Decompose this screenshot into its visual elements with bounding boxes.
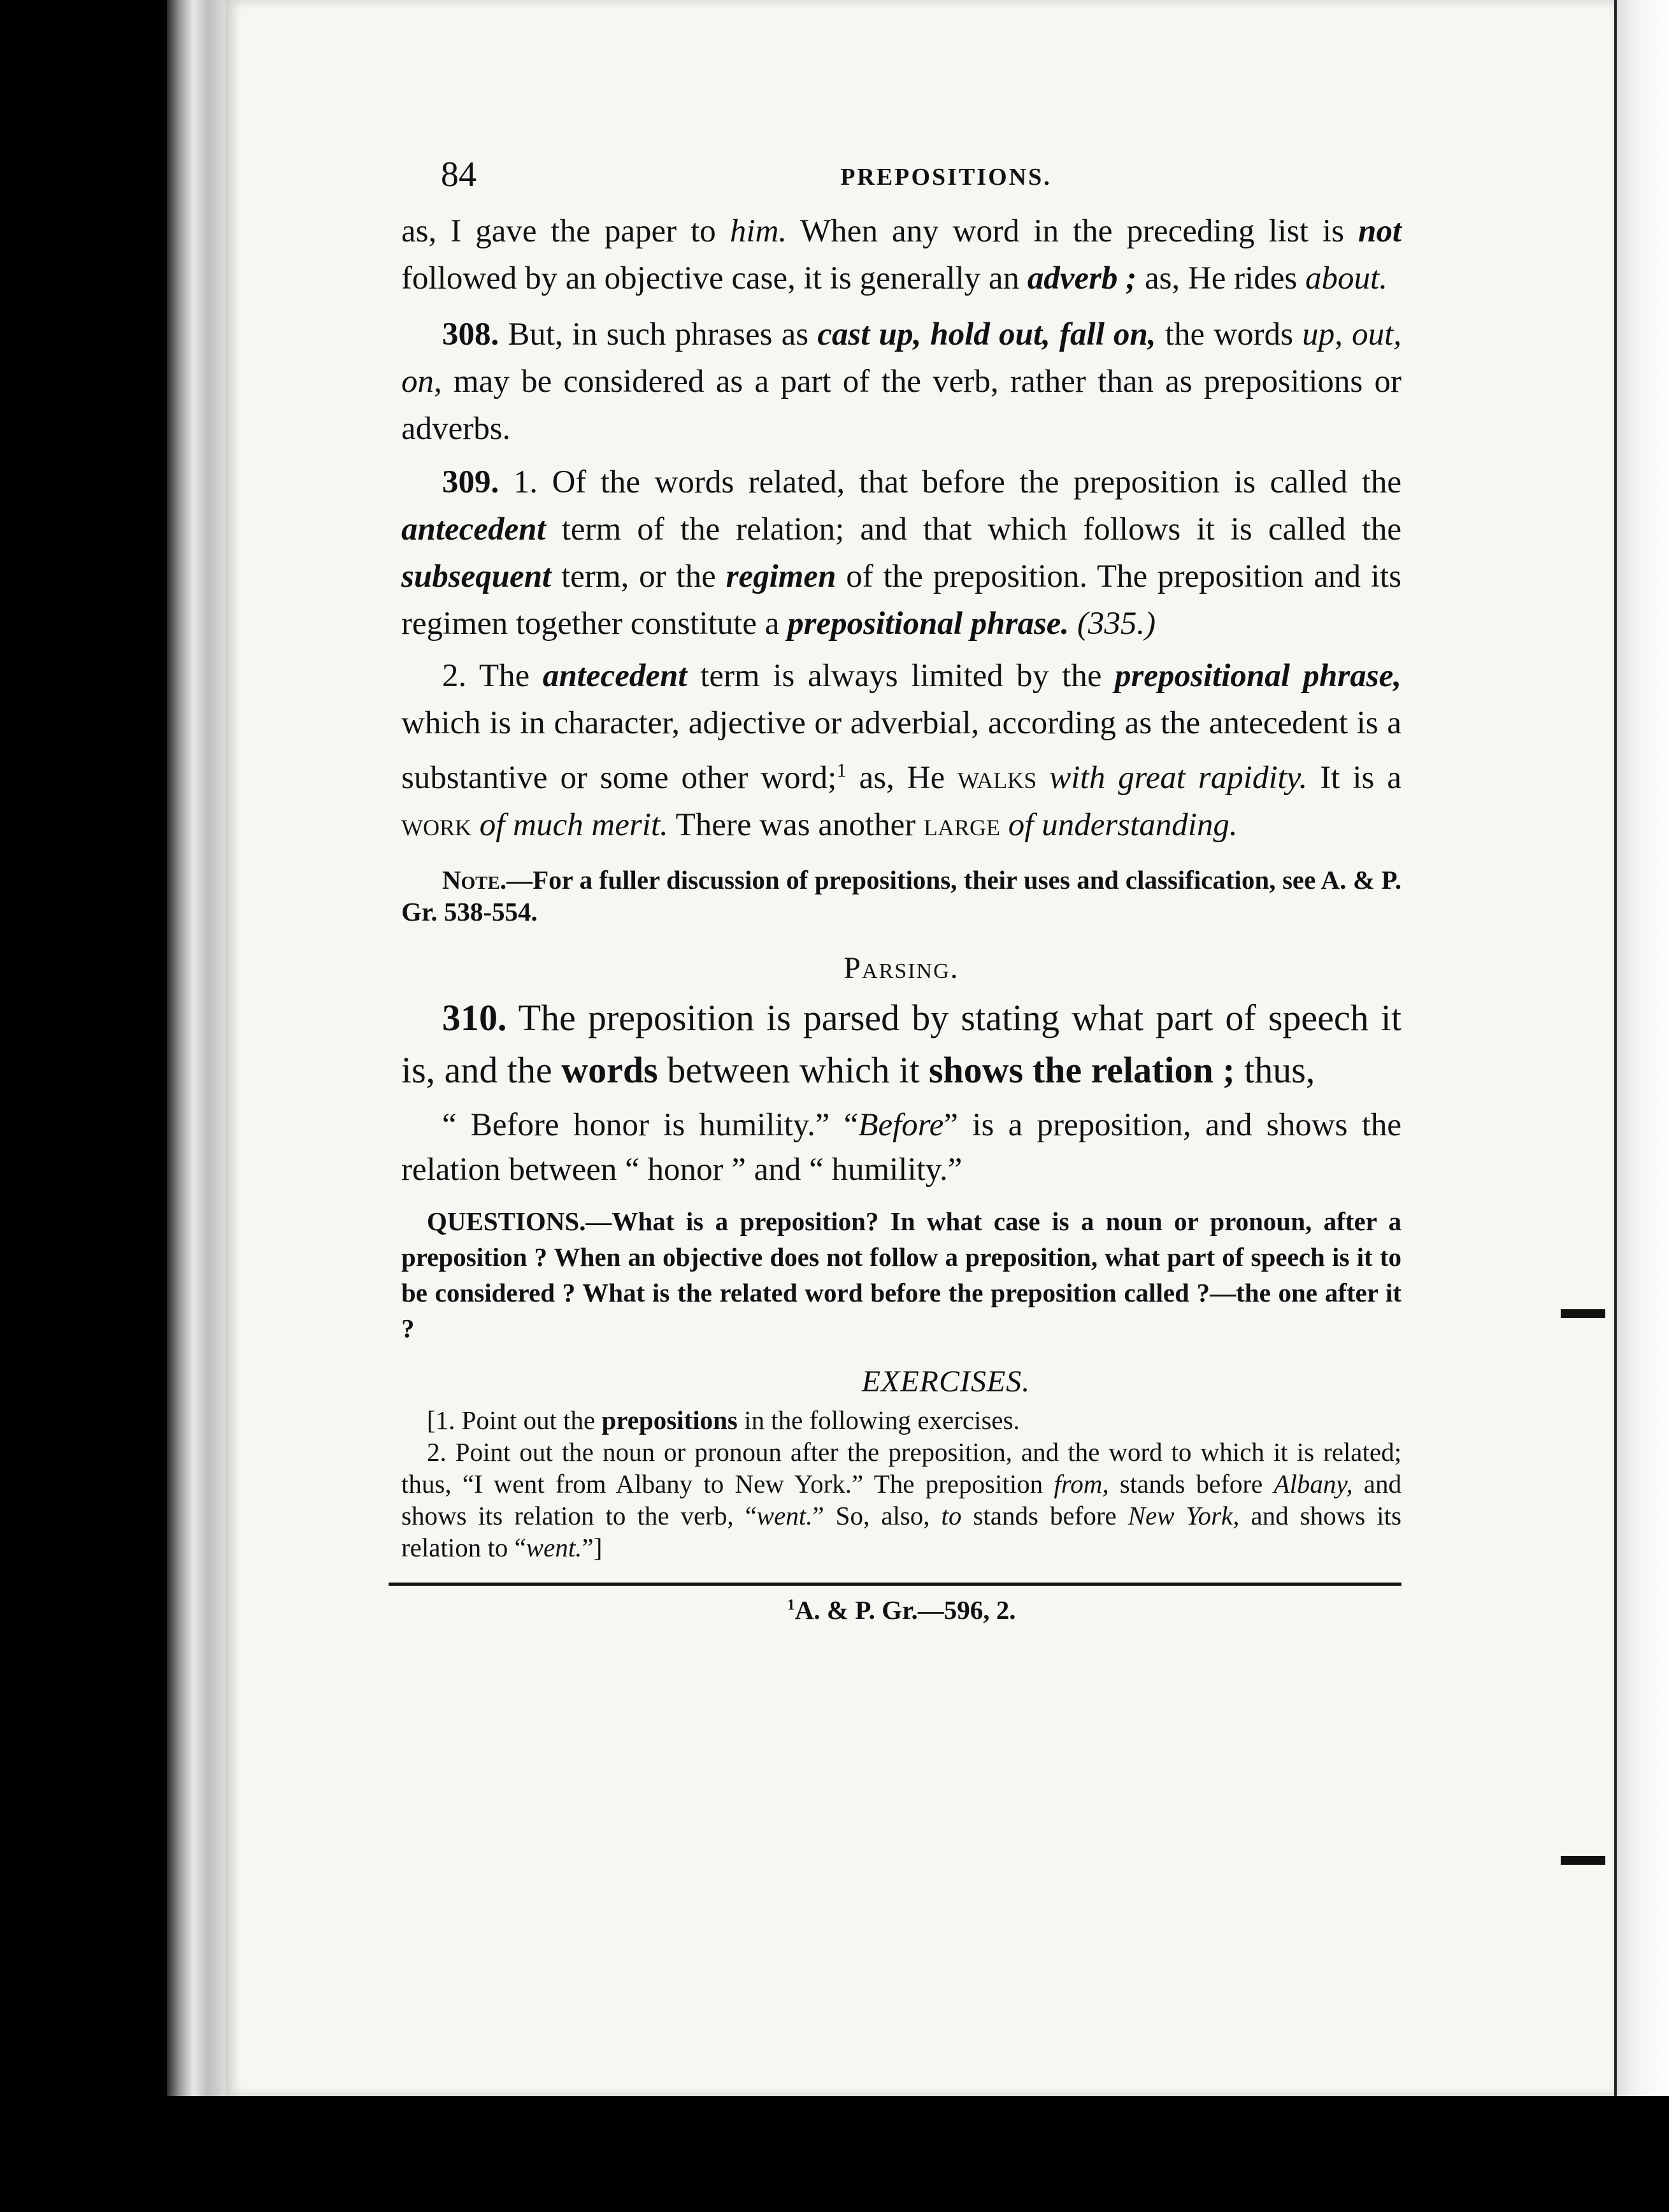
book-spine: [167, 0, 226, 2096]
paragraph-309-2: 2. The antecedent term is always limited by the prepositional phrase, which is in character, adjective or adverbial, according as the antecedent is a substantive or some other word;$^1$ as, He walks with great rapidity. It is a work of much merit. There was another large of understanding.: [401, 658, 1402, 843]
exercises-title: EXERCISES.: [861, 1365, 1031, 1398]
footnote: $^1$A. & P. Gr.—596, 2.: [787, 1595, 1016, 1625]
paragraph-309: 309. 1. Of the words related, that before the preposition is called the antecedent term of the relation; and that which follows it is called the subsequent term, or the regimen of the preposition. The preposition and its regimen together constitute a prepositional phrase. (335.): [401, 464, 1402, 642]
footnote-ref: 1: [836, 759, 847, 781]
paragraph-308: 308. But, in such phrases as cast up, hold out, fall on, the words up, out, on, may be considered as a part of the verb, rather than as prepositions or adverbs.: [401, 317, 1401, 447]
questions: QUESTIONS.—What is a preposition? In what case is a noun or pronoun, after a preposition ? When an objective does not follow a preposition, what part of speech is it to be considered ? What is the related word before the preposition called ?—the one after it ?: [401, 1207, 1401, 1343]
page-number: 84: [441, 155, 476, 194]
exercise-1: [1. Point out the prepositions in the following exercises.: [427, 1405, 1020, 1435]
section-number: 309.: [442, 464, 499, 500]
scan-border: [167, 2096, 1669, 2212]
page-content: [401, 144, 1401, 1625]
questions-label: QUESTIONS.: [427, 1207, 586, 1236]
running-head-title: PREPOSITIONS.: [840, 164, 1052, 190]
edge-mark: [1561, 1309, 1605, 1318]
section-number: 310.: [442, 997, 507, 1038]
section-title-parsing: Parsing.: [843, 951, 959, 985]
running-header: [401, 144, 1401, 195]
parsing-example: “ Before honor is humility.” “Before” is a preposition, and shows the relation between “ honor ” and “ humility.”: [401, 1107, 1402, 1188]
edge-mark: [1561, 1856, 1605, 1865]
exercise-2: 2. Point out the noun or pronoun after the preposition, and the word to which it is related; thus, “I went from Albany to New York.” The preposition from, stands before Albany, and shows its relation to the verb, “went.” So, also, to stands before New York, and shows its relation to “went.”]: [401, 1437, 1401, 1562]
section-number: 308.: [442, 317, 499, 352]
paragraph-intro: as, I gave the paper to him. When any word in the preceding list is not followed by an objective case, it is generally an adverb ; as, He rides about.: [401, 213, 1401, 296]
footnote-rule: [389, 1583, 1401, 1586]
next-page-edge: [1614, 0, 1669, 2096]
note: Note.—For a fuller discussion of prepositions, their uses and classification, see A. & P. Gr. 538-554.: [401, 865, 1401, 926]
note-label: Note.: [442, 865, 507, 894]
paragraph-310: 310. The preposition is parsed by stating what part of speech it is, and the words between which it shows the relation ; thus,: [401, 997, 1401, 1091]
